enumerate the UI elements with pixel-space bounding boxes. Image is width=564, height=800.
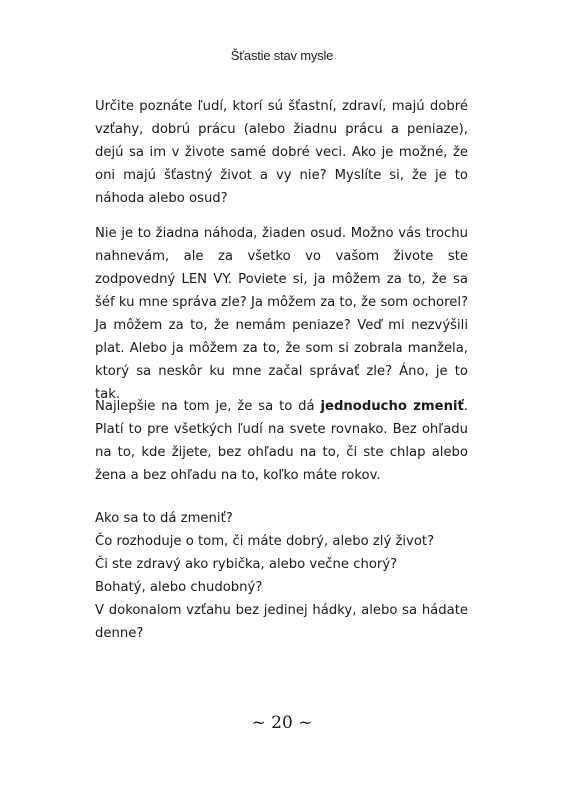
question-line: Ako sa to dá zmeniť?: [95, 511, 233, 526]
page-number: ~ 20 ~: [251, 713, 313, 733]
question-line: Bohatý, alebo chudobný?: [95, 580, 263, 595]
paragraph-3: [95, 395, 468, 487]
question-line: Či ste zdravý ako rybička, alebo večne chorý?: [95, 557, 398, 572]
paragraph-3-text-end: . Platí to pre všetkých ľudí na svete rovnako. Bez ohľadu na to, kde žijete, bez ohľadu na to, či ste chlap alebo žena a bez ohľadu na to, koľko máte rokov.: [95, 399, 468, 483]
paragraph-3-text-start: Najlepšie na tom je, že sa to dá: [95, 399, 321, 414]
paragraph-1: Určite poznáte ľudí, ktorí sú šťastní, zdraví, majú dobré vzťahy, dobrú prácu (alebo žiadnu prácu a peniaze), dejú sa im v živote samé dobré veci. Ako je možné, že oni majú šťastný život a vy nie? Myslíte si, že je to náhoda alebo osud?: [95, 99, 468, 206]
running-header: Šťastie stav mysle: [230, 48, 334, 63]
emphasis-text: jednoducho zmeniť: [320, 399, 464, 414]
paragraph-2: Nie je to žiadna náhoda, žiaden osud. Možno vás trochu nahnevám, ale za všetko vo vašom živote ste zodpovedný LEN VY. Poviete si, ja môžem za to, že sa šéf ku mne správa zle? Ja môžem za to, že som ochorel? Ja môžem za to, že nemám peniaze? Veď mi nezvýšili plat. Alebo ja môžem za to, že som si zobrala manžela, ktorý sa neskôr ku mne začal správať zle? Áno, je to tak.: [95, 226, 468, 402]
question-list: [95, 507, 468, 645]
question-line: V dokonalom vzťahu bez jedinej hádky, alebo sa hádate denne?: [95, 603, 468, 641]
question-line: Čo rozhoduje o tom, či máte dobrý, alebo zlý život?: [95, 534, 435, 549]
